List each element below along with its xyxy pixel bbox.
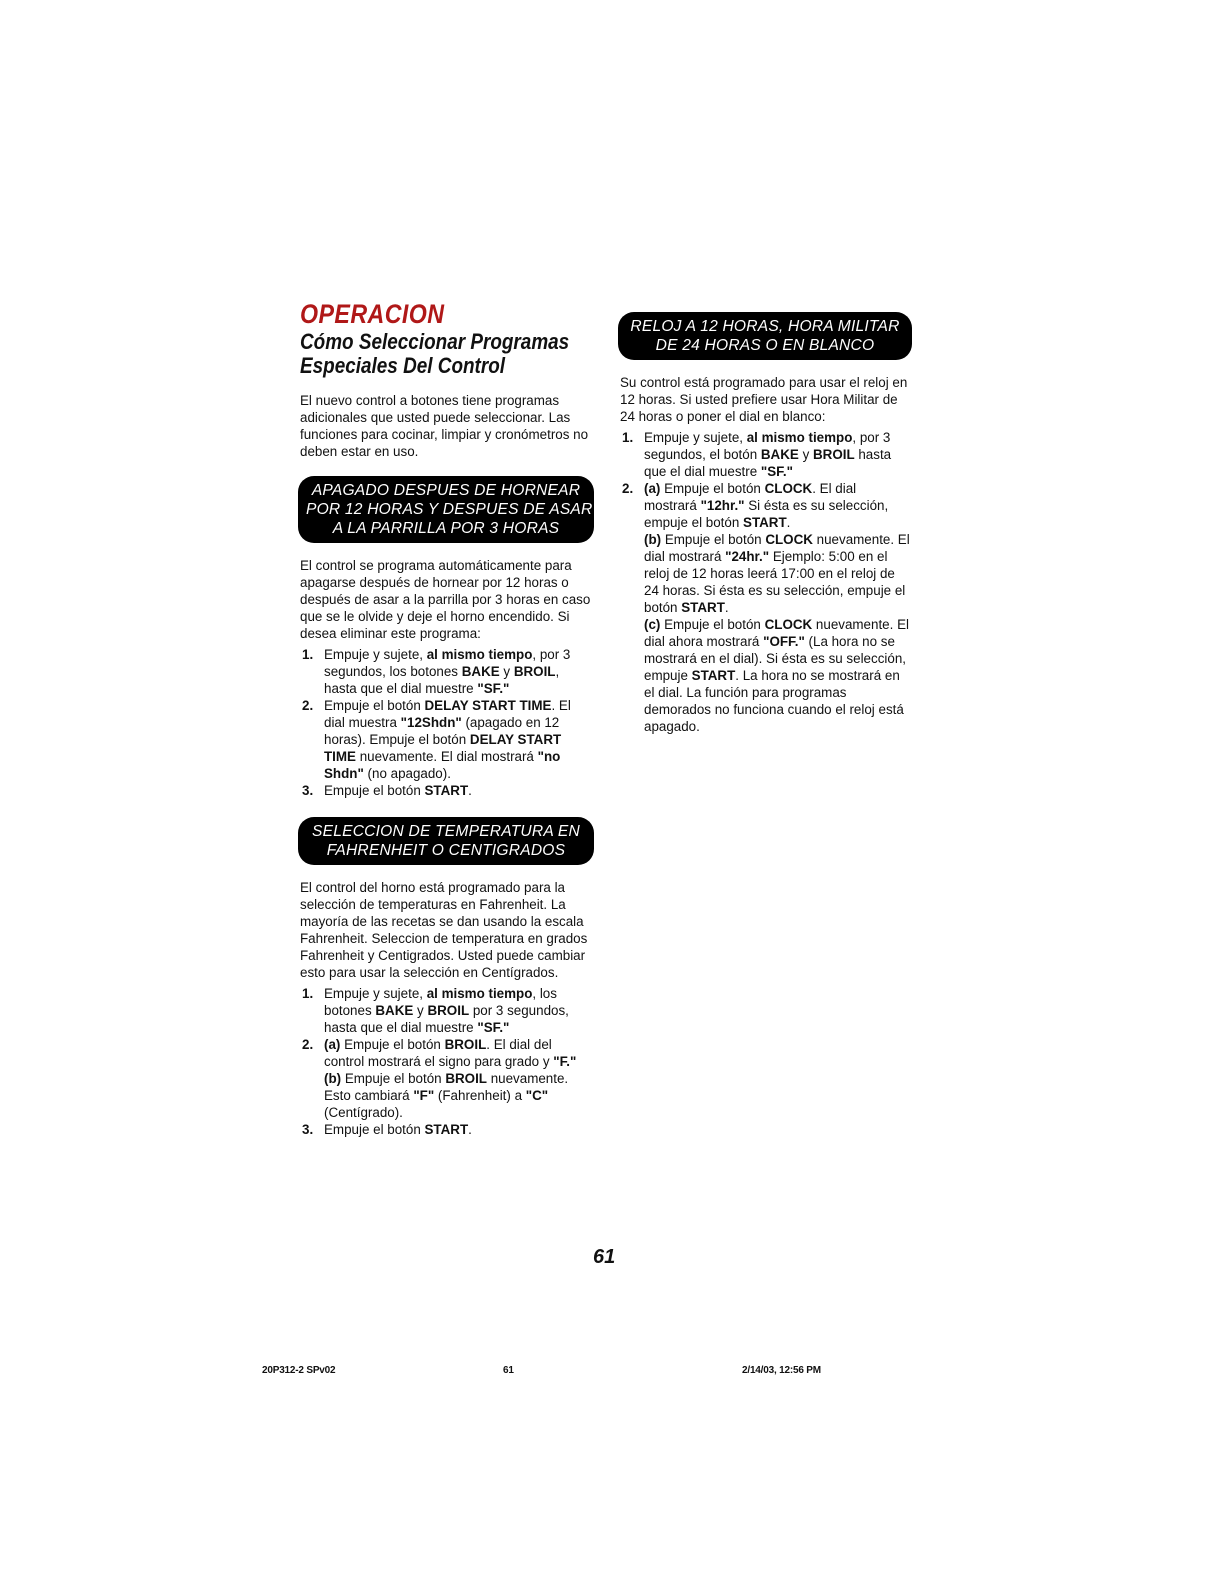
list-item: 1. Empuje y sujete, al mismo tiempo, los botones BAKE y BROIL por 3 segundos, hasta que el dial muestre "SF." — [302, 986, 569, 1035]
intro-paragraph: El nuevo control a botones tiene programas adicionales que usted puede seleccionar. Las funciones para cocinar, limpiar y cronómetros no deben estar en uso. — [300, 393, 589, 459]
list-item: 1. Empuje y sujete, al mismo tiempo, por 3 segundos, los botones BAKE y BROIL, hasta que el dial muestre "SF." — [302, 647, 571, 696]
section-auto-off-intro: El control se programa automáticamente para apagarse después de hornear por 12 horas o después de asar a la parrilla por 3 horas en caso que se le olvide y deje el horno encendido. Si desea eliminar este programa: — [300, 558, 591, 641]
section-banner-auto-off: APAGADO DESPUES DE HORNEAR POR 12 HORAS Y DESPUES DE ASAR A LA PARRILLA POR 3 HORAS — [298, 476, 594, 543]
section-banner-clock: RELOJ A 12 HORAS, HORA MILITAR DE 24 HORAS O EN BLANCO — [618, 312, 912, 360]
section-auto-off-steps — [300, 646, 592, 799]
section-banner-temperature: SELECCION DE TEMPERATURA EN FAHRENHEIT O CENTIGRADOS — [298, 817, 594, 865]
section-clock-intro: Su control está programado para usar el reloj en 12 horas. Si usted prefiere usar Hora Militar de 24 horas o poner el dial en blanco: — [620, 375, 908, 424]
subtitle-line-2: Especiales Del Control — [300, 353, 506, 378]
page-number: 61 — [593, 1246, 616, 1268]
subtitle-line-1: Cómo Seleccionar Programas — [300, 329, 570, 354]
footer-doc-code: 20P312-2 SPv02 — [262, 1365, 336, 1376]
page-subtitle — [300, 329, 570, 378]
list-item: 2. (a) Empuje el botón BROIL. El dial del control mostrará el signo para grado y "F." (b) Empuje el botón BROIL nuevamente. Esto cambiará "F" (Fahrenheit) a "C" (Centígrado). — [302, 1037, 577, 1120]
section-temperature-intro: El control del horno está programado para la selección de temperaturas en Fahrenheit. La mayoría de las recetas se dan usando la escala Fahrenheit. Seleccion de temperatura en grados Fahrenheit y Centigrados. Usted puede cambiar esto para usar la selección en Centígrados. — [300, 880, 588, 980]
footer-timestamp: 2/14/03, 12:56 PM — [742, 1365, 821, 1376]
right-column — [620, 312, 910, 735]
list-item: 3. Empuje el botón START. — [302, 1122, 472, 1137]
list-item: 2. Empuje el botón DELAY START TIME. El dial muestra "12Shdn" (apagado en 12 horas). Empuje el botón DELAY START TIME nuevamente. El dial mostrará "no Shdn" (no apagado). — [302, 698, 571, 781]
section-clock-steps — [620, 429, 910, 735]
footer-page: 61 — [503, 1365, 514, 1376]
section-temperature-steps — [300, 985, 592, 1138]
left-column — [300, 300, 592, 1138]
list-item: 1. Empuje y sujete, al mismo tiempo, por 3 segundos, el botón BAKE y BROIL hasta que el dial muestre "SF." — [622, 430, 892, 479]
list-item: 2. (a) Empuje el botón CLOCK. El dial mostrará "12hr." Si ésta es su selección, empuje el botón START. (b) Empuje el botón CLOCK nuevamente. El dial mostrará "24hr." Ejemplo: 5:00 en el reloj de 12 horas leerá 17:00 en el reloj de 24 horas. Si ésta es su selección, empuje el botón START. (c) Empuje el botón CLOCK nuevamente. El dial ahora mostrará "OFF." (La hora no se mostrará en el dial). Si ésta es su selección, empuje START. La hora no se mostrará en el dial. La función para programas demorados no funciona cuando el reloj está apagado. — [622, 481, 910, 734]
page-title: OPERACION — [300, 299, 445, 329]
list-item: 3. Empuje el botón START. — [302, 783, 472, 798]
